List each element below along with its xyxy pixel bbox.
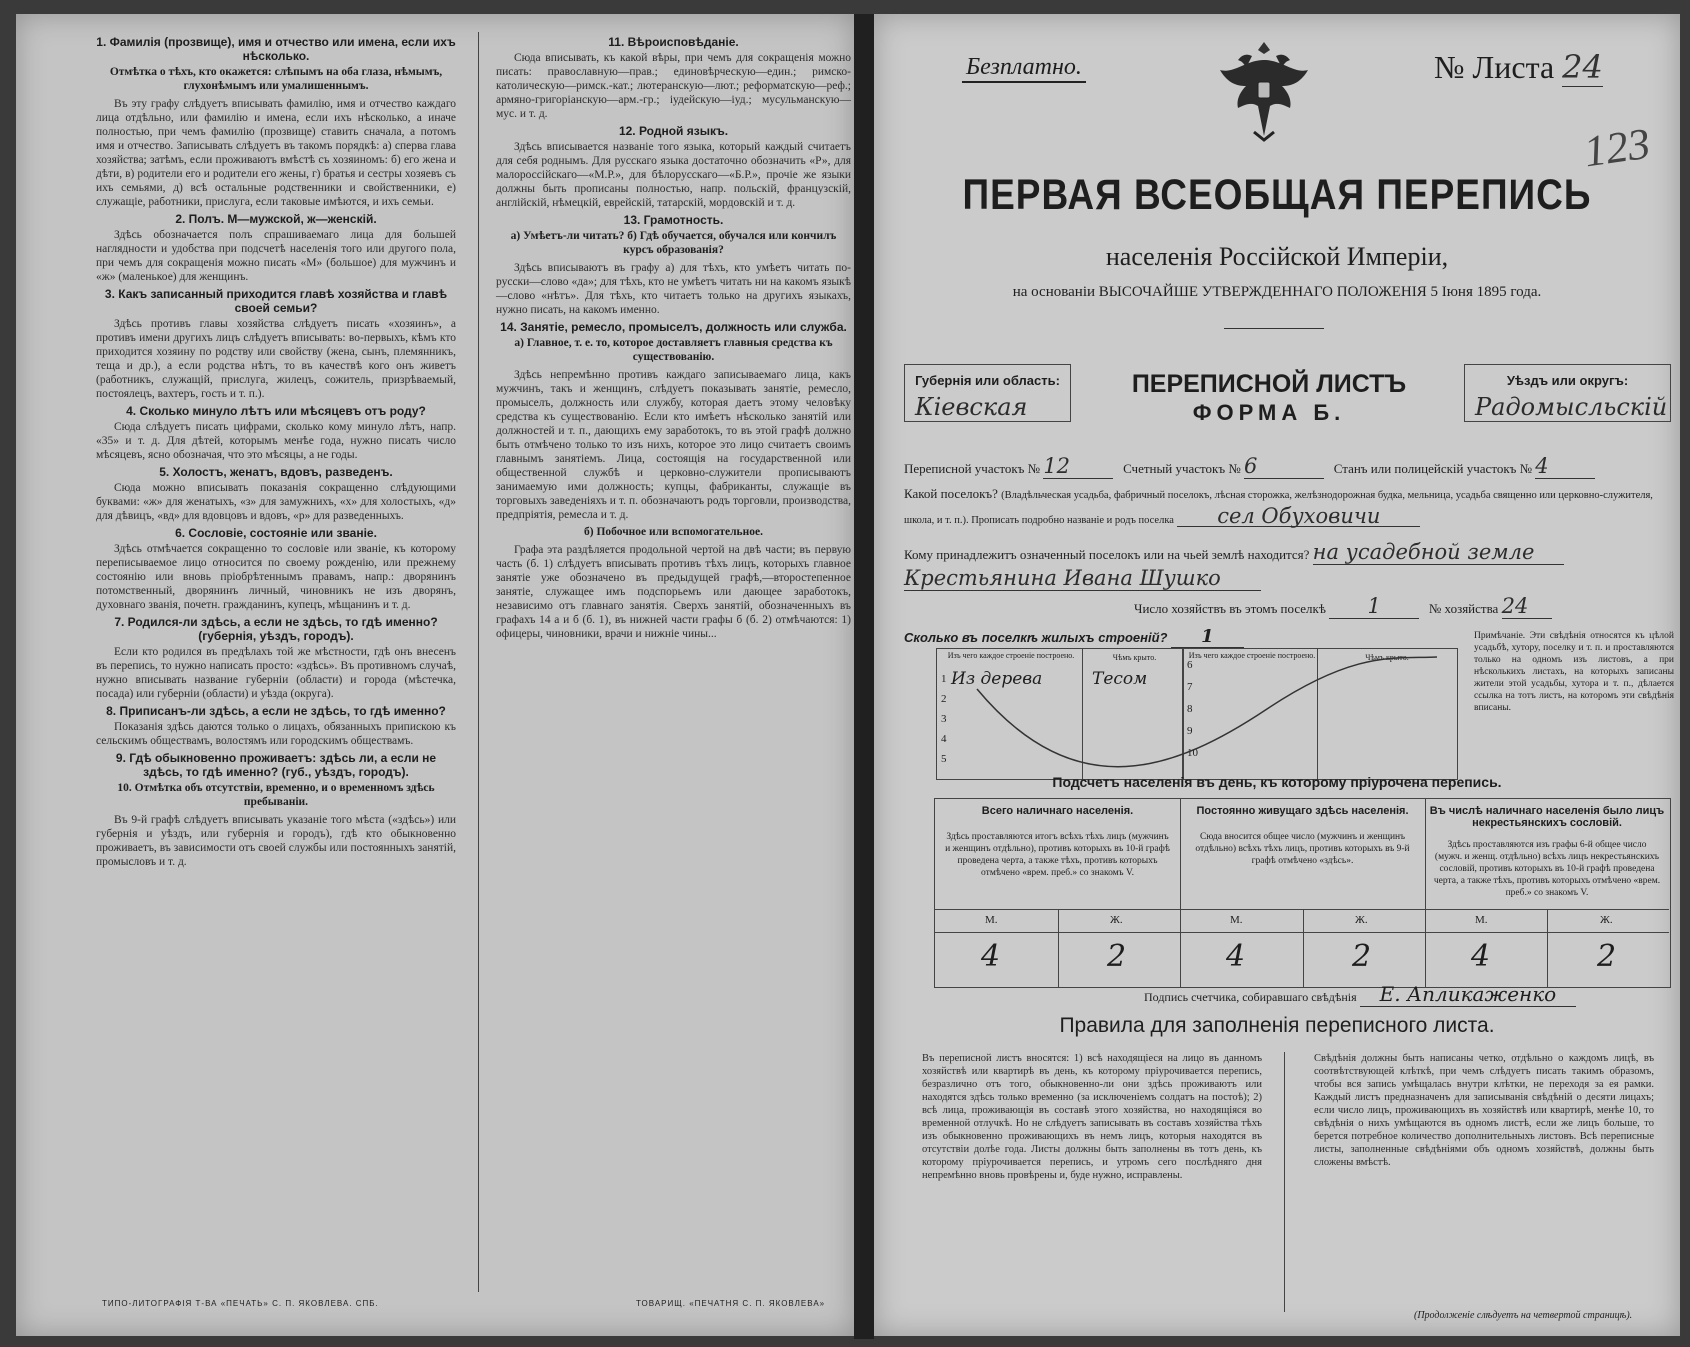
book-gutter [854,14,874,1339]
buildings-value: 1 [1171,626,1244,648]
instruction-heading: 12. Родной языкъ. [618,124,729,138]
land-owner-value-2: Крестьянина Ивана Шушко [904,566,1261,591]
population-count-title: Подсчетъ населенія въ день, къ которому пріурочена перепись. [1052,774,1502,790]
enumerator-signature [1144,982,1576,1006]
count-block-desc: Здѣсь проставляются изъ графы 6-й общее число (мужч. и женщ. отдѣльно) всѣхъ лицъ некрестьянскихъ сословій, противъ которыхъ въ 10-й графѣ проведена черта, а также тѣхъ, противъ которыхъ отмѣчено «врем. преб.» со знакомъ V. [1433,840,1661,898]
legal-basis: на основаніи ВЫСОЧАЙШЕ УТВЕРЖДЕННАГО ПОЛОЖЕНІЯ 5 Іюня 1895 года. [1012,284,1542,300]
instruction-text: Если кто родился въ предѣлахъ той же мѣстности, гдѣ онъ внесенъ въ перепись, то нужно написать просто: «здѣсь». Въ противномъ случаѣ, нужно вписывать название губерніи (области) и города (мѣстечка, посада) или губерніи (области) и уѣзда (округа). [96,646,456,700]
instruction-subheading: Отмѣтка о тѣхъ, кто окажется: слѣпымъ на оба глаза, нѣмымъ, глухонѣмымъ или умалишеннымъ. [109,66,443,92]
instruction-text: Въ 9-й графѣ слѣдуетъ вписывать указаніе того мѣста («здѣсь») или губернія и уѣздъ, или губернія и городъ), гдѣ кто обыкновенно проживаетъ, въ зависимости отъ своей службы или постоянныхъ занятій, промысловъ и т. д. [96,814,456,868]
buildings-row-number: 2 [941,693,947,705]
instruction-heading: 9. Гдѣ обыкновенно проживаетъ: здѣсь ли, а если не здѣсь, то гдѣ именно? (губ., уѣздъ, городъ). [115,751,437,779]
instructions-column-b [496,32,851,644]
land-owner-row-2 [904,566,1664,591]
land-owner-value-1: на усадебной земле [1313,540,1565,565]
count-block-resident [1180,799,1426,987]
sheet-number-label: № Листа [1434,49,1555,85]
instruction-text: Сюда слѣдуетъ писать цифрами, сколько кому минуло лѣтъ, напр. «35» и т. д. Для дѣтей, которымъ менѣе года, нужно писать число мѣсяцевъ, ясно обозначая, что это мѣсяцы, а не годы. [96,421,456,461]
instructions-page [16,14,854,1336]
household-number-label: № хозяйства [1428,601,1499,616]
buildings-note: Примѣчаніе. Эти свѣдѣнія относятся къ цѣлой усадьбѣ, хутору, поселку и т. п. и проставляются только на одномъ изъ листовъ, а при нѣсколькихъ листахъ, на которыхъ записаны жители этой усадьбы, хутора и т. п., дѣлается ссылка на тотъ листъ, на которомъ эти свѣдѣнія вписаны. [1474,631,1674,713]
instruction-text: Здѣсь обозначается полъ спрашиваемаго лица для большей наглядности и удобства при подсчетѣ населенія того или другого пола, при чемъ для сокращенія можно писать «М» (большое) для мужчинъ и «ж» (маленькое) для женщинъ. [96,229,456,283]
count-block-header: Въ числѣ наличнаго населенія было лицъ некрестьянскихъ сословій. [1429,805,1665,829]
strike-out-curve [937,649,1457,779]
settlement-hint: (Владѣльческая усадьба, фабричный поселокъ, лѣсная сторожка, желѣзнодорожная будка, мельница, усадьба священно или церковно-служителя, школа, и т. п.). Прописать подробно названіе и родъ поселка [904,490,1653,526]
divider [1224,328,1324,329]
instruction-heading: 4. Сколько минуло лѣтъ или мѣсяцевъ отъ роду? [126,404,426,418]
instruction-text: Сюда можно вписывать показанія сокращенно слѣдующими буквами: «ж» для женатыхъ, «з» для замужнихъ, «х» для холостыхъ, «д» для дѣвицъ, «вд» для вдовцовъ и вдовъ, «р» для разведенныхъ. [96,482,456,522]
households-label: Число хозяйствъ въ этомъ поселкѣ [1134,601,1326,616]
buildings-row-number: 10 [1187,747,1198,759]
households-value: 1 [1329,594,1419,619]
buildings-label: Сколько въ поселкѣ жилыхъ строеній? [904,630,1168,645]
female-label: Ж. [1110,914,1123,926]
form-title: ПЕРВАЯ ВСЕОБЩАЯ ПЕРЕПИСЬ [962,170,1592,218]
form-subtitle: населенія Россійской Имперіи, [1105,242,1449,271]
instruction-heading: 11. Вѣроисповѣданіе. [608,35,739,49]
buildings-row-number: 5 [941,753,947,765]
census-list-title: ПЕРЕПИСНОЙ ЛИСТЪ [1131,370,1407,398]
rules-column-b: Свѣдѣнія должны быть написаны четко, отдѣльно о каждомъ лицѣ, въ соотвѣтствующей клѣткѣ, при чемъ слѣдуетъ писать такимъ образомъ, чтобы вся запись умѣщалась внутри клѣтки, не переходя за ея рамки. Каждый листъ предназначенъ для записыванія свѣдѣній о десяти лицахъ; если число лицъ, проживающихъ въ хозяйствѣ или квартирѣ, менѣе 10, то свѣдѣнія о нихъ умѣщаются въ одномъ листѣ, если же лицъ больше, то берется потребное количество дополнительныхъ листовъ. Всѣ переписные листы, заполненные свѣдѣніями объ одномъ хозяйствѣ, должны быть сложены вмѣстѣ. [1314,1053,1654,1168]
counting-section-label: Счетный участокъ № [1123,461,1241,476]
instruction-text: Въ эту графу слѣдуетъ вписывать фамилію, имя и отчество каждаго лица отдѣльно, или фамилію и имена, если ихъ нѣсколько, а иначе полностью, при чемъ фамилію (прозвище) ставить сначала, а потомъ имя и отчество. Записывать слѣдуетъ въ такомъ порядкѣ: а) сперва глава хозяйства; затѣмъ, если проживаютъ вмѣстѣ съ хозяиномъ: б) его жена и дѣти, в) родители его и родители его жены, г) братья и сестры хозяевъ съ ихъ семьями, д) всѣ остальные родственники и свойственники, е) служащіе, работники, прислуга, если таковые имѣются, и ихъ семьи. [96,98,456,208]
district-value: Радомысльскій [1475,393,1668,421]
buildings-count [904,626,1244,648]
province-box [904,364,1071,422]
instruction-subheading: б) Побочное или вспомогательное. [584,526,763,538]
male-label: М. [985,914,998,926]
province-value: Кіевская [915,393,1028,421]
census-form-page [874,14,1680,1336]
form-b-title: ФОРМА Б. [1192,400,1346,425]
sheet-number [1434,48,1603,87]
count-male-value: 4 [1471,939,1491,974]
instruction-subheading: 10. Отмѣтка объ отсутствіи, временно, и о временномъ здѣсь пребываніи. [117,782,435,808]
rules-title: Правила для заполненія переписного листа. [1059,1014,1495,1037]
police-section-label: Станъ или полицейскій участокъ № [1333,461,1533,476]
census-section-label: Переписной участокъ № [904,461,1041,476]
district-box [1464,364,1671,422]
sheet-number-value: 24 [1562,48,1603,86]
rules-column-a: Въ переписной листъ вносятся: 1) всѣ находящіеся на лицо въ данномъ хозяйствѣ или квартирѣ въ день, къ которому пріурочивается перепись, безразлично отъ того, обыкновенно-ли они здѣсь проживаютъ или находятся здѣсь только временно (за исключеніемъ солдатъ на постоѣ); 2) всѣ лица, проживающія въ составѣ этого хозяйства, но находящіяся во временной отлучкѣ. Но не слѣдуетъ записывать въ составъ хозяйства тѣхъ изъ обыкновенно проживающихъ въ немъ лицъ, которыя находятся въ отсутствіи долѣе года. Листы должны быть заполнены въ тотъ день, къ которому пріурочивается перепись, и утромъ сего послѣдняго дня непремѣнно вновь провѣрены и, буде нужно, исправлены. [922,1053,1262,1181]
instruction-text: Здѣсь вписывается названіе того языка, который каждый считаетъ для себя роднымъ. Для русскаго языка достаточно обозначить «Р», для малороссійскаго—«М.Р.», для бѣлорусскаго—«Б.Р.», прочіе же языки должны быть прописаны полностью, напр. польскій, французскій, англійскій, нѣмецкій, еврейскій, татарскій, мордовскій и т. д. [496,141,851,209]
settlement-value: сел Обуховичи [1177,506,1420,527]
instruction-text: Здѣсь отмѣчается сокращенно то сословіе или званіе, къ которому переписываемое лицо относится по своему рожденію, или прежнему состоянію или вновь пріобрѣтеннымъ правамъ, напр.: дворянинъ потомственный, дворянинъ личный, чиновникъ не изъ дворянъ, духовнаго званія, почетн. гражданинъ, купецъ, мѣщанинъ и т. д. [96,543,456,611]
instruction-text: Сюда вписывать, къ какой вѣры, при чемъ для сокращенія можно писать: православную—прав.; единовѣрческую—един.; римско-католическую—римск.-кат.; лютеранскую—лют.; реформатскую—реф.; армяно-григоріанскую—арм.-гр.; іудейскую—іуд.; мусульманскую—мус. и т. д. [496,52,851,120]
printer-footer-left: ТИПО-ЛИТОГРАФІЯ Т-ВА «ПЕЧАТЬ» С. П. ЯКОВЛЕВА. СПБ. [102,1299,379,1308]
buildings-row-number: 7 [1187,681,1193,693]
police-section-value: 4 [1535,454,1595,479]
free-stamp: Безплатно. [962,54,1086,83]
land-owner-row [904,540,1664,565]
district-label: Уѣздъ или округъ: [1506,373,1629,388]
instruction-subheading: а) Главное, т. е. то, которое доставляетъ главныя средства къ существованію. [514,337,833,363]
instructions-column-a [96,32,456,872]
count-male-value: 4 [981,939,1001,974]
count-block-present [935,799,1181,987]
continuation-note: (Продолженіе слѣдуетъ на четвертой страницѣ). [1414,1310,1633,1321]
instruction-heading: 3. Какъ записанный приходится главѣ хозяйства и главѣ своей семьи? [104,287,448,315]
male-label: М. [1230,914,1243,926]
instruction-heading: 6. Сословіе, состояніе или званіе. [175,526,377,540]
buildings-row-number: 9 [1187,725,1193,737]
count-block-header: Всего наличнаго населенія. [981,805,1134,817]
signature-label: Подпись счетчика, собиравшаго свѣдѣнія [1144,990,1357,1004]
census-sheet-spread [16,14,1680,1339]
count-female-value: 2 [1107,939,1127,974]
buildings-row-number: 8 [1187,703,1193,715]
rules-divider [1284,1052,1285,1312]
female-label: Ж. [1600,914,1613,926]
instruction-heading: 13. Грамотность. [623,213,724,227]
buildings-row-number: 4 [941,733,947,745]
census-section-value: 12 [1043,454,1113,479]
column-divider [478,32,479,1292]
instruction-text: Здѣсь противъ главы хозяйства слѣдуетъ писать «хозяинъ», а противъ имени другихъ лицъ слѣдуетъ вписывать: во-первыхъ, кѣмъ кто приходится хозяину по родству или свойству (жена, сынъ, племянникъ, теща и др.), а если родства нѣтъ, то въ качествѣ кого онъ живетъ (работникъ, служащій, прислуга, жилецъ, сожитель, призрѣваемый, постоялецъ, вахтеръ, гость и т. п.). [96,318,456,400]
buildings-head-material: Изъ чего каждое строеніе построено. [947,651,1075,660]
counting-section-value: 6 [1244,454,1324,479]
count-block-non-peasant [1425,799,1669,987]
instruction-subheading: а) Умѣетъ-ли читать? б) Гдѣ обучается, обучался или кончилъ курсъ образованія? [510,230,837,256]
sections-row [904,454,1664,479]
buildings-row-number: 1 [941,673,947,685]
instruction-text: Графа эта раздѣляется продольной чертой на двѣ части; въ первую часть (б. 1) слѣдуетъ вписывать противъ тѣхъ лицъ, которыхъ главное занятіе уже обозначено въ предыдущей графѣ,—второстепенное занятіе, служащее имъ подспорьемъ или дающее заработокъ, независимо отъ главнаго занятія. Сверхъ занятій, обозначенныхъ въ графахъ 14 а и б (б. 1), въ нижней части графы б (б. 2) отмѣчаются: 1) офицеры, чиновники, врачи и нижніе чины... [496,544,851,640]
population-count-table [934,798,1671,988]
double-headed-eagle-icon [1214,36,1314,146]
instruction-heading: 1. Фамилія (прозвище), имя и отчество или имена, если ихъ нѣсколько. [96,35,456,63]
land-owner-label: Кому принадлежитъ означенный поселокъ или на чьей землѣ находится? [904,547,1310,562]
printer-footer-right: ТОВАРИЩ. «ПЕЧАТНЯ С. П. ЯКОВЛЕВА» [636,1299,826,1308]
count-female-value: 2 [1597,939,1617,974]
households-row [904,594,1664,619]
signature-value: Е. Апликаженко [1360,982,1577,1007]
archive-folio-number: 123 [1580,118,1654,177]
province-label: Губернія или область: [915,373,1060,388]
count-block-desc: Сюда вносится общее число (мужчинъ и женщинъ отдѣльно) всѣхъ тѣхъ лицъ, противъ которыхъ въ 9-й графѣ отмѣчено «здѣсь». [1195,832,1410,866]
building-roof-value: Тесом [1092,669,1148,689]
settlement-label: Какой поселокъ? [904,486,998,501]
instruction-heading: 14. Занятіе, ремесло, промыселъ, должность или служба. [500,320,847,334]
instruction-text: Здѣсь вписываютъ въ графу а) для тѣхъ, кто умѣетъ читать по-русски—слово «да»; для тѣхъ, кто не умѣетъ читать ни на какомъ языкѣ—слово «нѣтъ». Для тѣхъ, кто читаетъ только на другихъ языкахъ, нужно писать, на какомъ именно. [496,262,851,316]
instruction-text: Здѣсь непремѣнно противъ каждаго записываемаго лица, какъ мужчинъ, такъ и женщинъ, слѣдуетъ показывать занятіе, ремесло, промыселъ, должность или службу, которая даетъ этому человѣку средства къ существованію. Если кто имѣетъ нѣсколько занятій или должностей и т. п., дающихъ ему заработокъ, то въ этой графѣ должно быть отмѣчено только то изъ нихъ, которое это лицо считаетъ своимъ главнымъ занятіемъ. Лица, состоящія на государственной или общественной службѣ и церковно-служители прописываютъ занимаемую ими должность; купцы, фабриканты, служащіе въ торговыхъ заведеніяхъ и т. п. обозначаютъ родъ торговли, производства, предпріятія, ремесла и т. д. [496,369,851,521]
count-block-desc: Здѣсь проставляются итогъ всѣхъ тѣхъ лицъ (мужчинъ и женщинъ отдѣльно), противъ которыхъ въ 10-й графѣ проведена черта, а также тѣхъ, противъ которыхъ отмѣчено «врем. преб.» со знакомъ V. [945,832,1170,878]
count-block-header: Постоянно живущаго здѣсь населенія. [1196,805,1409,817]
buildings-table [936,648,1458,780]
instruction-text: Показанія здѣсь даются только о лицахъ, обязанныхъ припискою къ сельскимъ обществамъ, волостямъ или городскимъ обществамъ. [96,721,456,747]
buildings-head-roof: Чѣмъ крыто. [1112,653,1157,662]
female-label: Ж. [1355,914,1368,926]
settlement-row [904,484,1664,531]
count-female-value: 2 [1352,939,1372,974]
buildings-row-number: 3 [941,713,947,725]
buildings-row-number: 6 [1187,659,1193,671]
building-material-value: Из дерева [951,669,1043,689]
count-male-value: 4 [1226,939,1246,974]
male-label: М. [1475,914,1488,926]
instruction-heading: 2. Полъ. М—мужской, ж—женскій. [175,212,377,226]
buildings-head-material-2: Изъ чего каждое строеніе построено. [1188,651,1316,660]
buildings-head-roof-2: Чѣмъ крыто. [1365,653,1409,662]
instruction-heading: 8. Приписанъ-ли здѣсь, а если не здѣсь, то гдѣ именно? [106,704,446,718]
household-number-value: 24 [1502,594,1552,619]
instruction-heading: 5. Холостъ, женатъ, вдовъ, разведенъ. [159,465,393,479]
instruction-heading: 7. Родился-ли здѣсь, а если не здѣсь, то гдѣ именно? (губернія, уѣздъ, городъ). [114,615,438,643]
